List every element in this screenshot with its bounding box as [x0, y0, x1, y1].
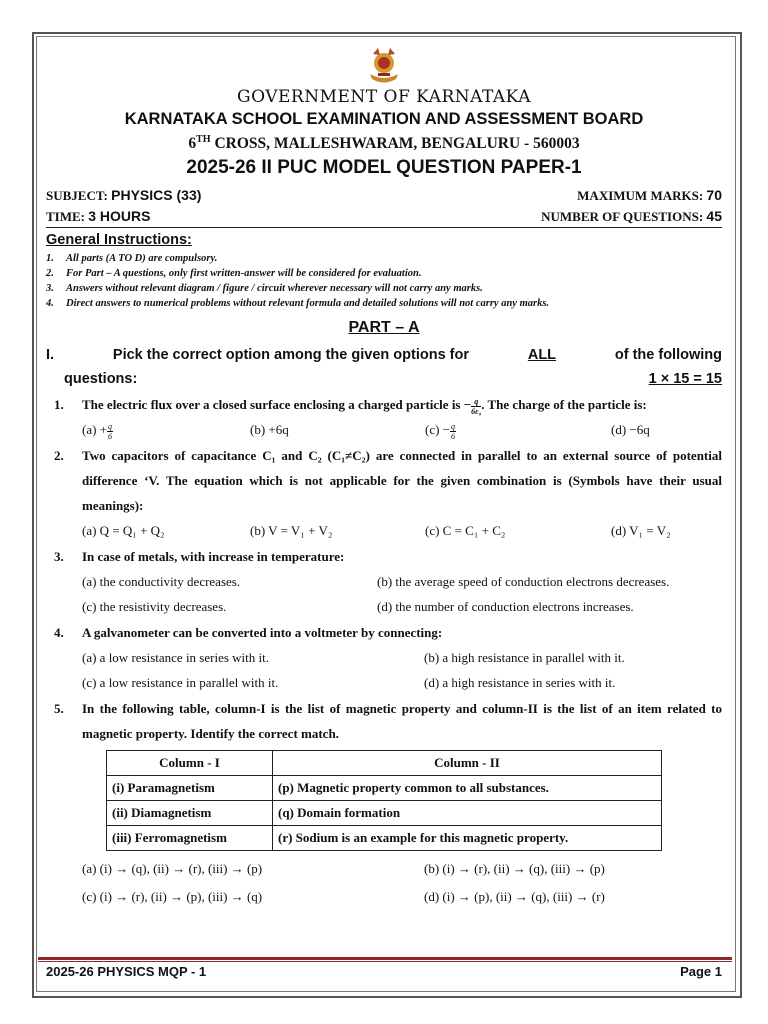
section-instruction: I. Pick the correct option among the given options for ALL of the following questions: 1 × 15 = 15 [46, 343, 722, 391]
instruction-item: 1. All parts (A TO D) are compulsory. [46, 253, 218, 265]
footer-divider-thin [38, 961, 732, 962]
question-2: 2. Two capacitors of capacitance C₁ and C₂ (C₁≠C₂) are connected in parallel to an external source of potential difference ‘V. The equation which is not applicable for the given combination is (Symbols have their usual meanings): [54, 448, 722, 514]
footer-divider [38, 957, 732, 960]
question-3: 3. In case of metals, with increase in temperature: [54, 549, 345, 565]
question-3-options [46, 569, 722, 619]
option-b: (b) (i) → (r), (ii) → (q), (iii) → (p) [424, 861, 605, 877]
paper-title: 2025-26 II PUC MODEL QUESTION PAPER-1 [186, 157, 582, 179]
option-c: (c) C = C₁ + C₂ [425, 523, 506, 539]
option-d: (d) V₁ = V₂ [611, 523, 671, 539]
instruction-item: 3. Answers without relevant diagram / figure / circuit wherever necessary will not carry any marks. [46, 283, 483, 295]
option-c: (c) (i) → (r), (ii) → (p), (iii) → (q) [82, 889, 263, 905]
option-a: (a) the conductivity decreases. [82, 574, 241, 590]
option-d: (d) (i) → (p), (ii) → (q), (iii) → (r) [424, 889, 605, 905]
option-a: (a) + $\frac{q}{6}$ [82, 421, 113, 441]
page-number: Page 1 [680, 964, 722, 979]
table-row: (iii) Ferromagnetism (r) Sodium is an example for this magnetic property. [107, 826, 662, 851]
question-1: 1. The electric flux over a closed surface enclosing a charged particle is − $\frac{q}{\text{6ε₀}}$ . The charge of the particle is: [54, 396, 647, 416]
table-row: (i) Paramagnetism (p) Magnetic property common to all substances. [107, 776, 662, 801]
option-d: (d) −6q [611, 422, 650, 438]
question-4-options [46, 645, 722, 695]
option-b: (b) +6q [250, 422, 289, 438]
board-address: 6TH CROSS, MALLESHWARAM, BENGALURU - 560003 [188, 134, 580, 153]
option-b: (b) the average speed of conduction electrons decreases. [377, 574, 670, 590]
question-5-options [46, 855, 722, 911]
option-a: (a) (i) → (q), (ii) → (r), (iii) → (p) [82, 861, 263, 877]
meta-row-time: TIME: 3 HOURS NUMBER OF QUESTIONS: 45 [46, 208, 722, 225]
option-a: (a) a low resistance in series with it. [82, 650, 269, 666]
option-d: (d) a high resistance in series with it. [424, 675, 616, 691]
question-4: 4. A galvanometer can be converted into a voltmeter by connecting: [54, 625, 443, 641]
board-heading: KARNATAKA SCHOOL EXAMINATION AND ASSESSMENT BOARD [124, 110, 644, 128]
question-2-options [46, 518, 722, 543]
match-table [106, 750, 662, 851]
option-d: (d) the number of conduction electrons increases. [377, 599, 634, 615]
option-a: (a) Q = Q₁ + Q₂ [82, 523, 165, 539]
part-heading: PART – A [348, 319, 420, 337]
flux-fraction: $\frac{q}{\text{6ε₀}}$ [471, 396, 482, 416]
government-heading: GOVERNMENT OF KARNATAKA [237, 87, 531, 107]
option-c: (c) the resistivity decreases. [82, 599, 227, 615]
question-paper [46, 40, 722, 911]
footer-paper-code: 2025-26 PHYSICS MQP - 1 [46, 964, 207, 979]
option-c: (c) − $\frac{q}{6}$ [425, 421, 456, 441]
question-5: 5. In the following table, column-I is the list of magnetic property and column-II is the list of an item related to magnetic property. Identify the correct match. [54, 701, 722, 742]
option-c: (c) a low resistance in parallel with it. [82, 675, 279, 691]
general-instructions-title: General Instructions: [46, 232, 192, 249]
table-row: (ii) Diamagnetism (q) Domain formation [107, 801, 662, 826]
general-instructions-list [46, 251, 722, 311]
instruction-item: 4. Direct answers to numerical problems without relevant formula and detailed solutions will not carry any marks. [46, 298, 550, 310]
header-divider [46, 227, 722, 228]
question-1-options [46, 417, 722, 442]
meta-row-subject: SUBJECT: PHYSICS (33) MAXIMUM MARKS: 70 [46, 187, 722, 204]
section-marks: 1 × 15 = 15 [648, 371, 722, 388]
option-b: (b) a high resistance in parallel with it. [424, 650, 625, 666]
page-footer [46, 963, 722, 981]
option-b: (b) V = V₁ + V₂ [250, 523, 333, 539]
instruction-item: 2. For Part – A questions, only first written-answer will be considered for evaluation. [46, 268, 422, 280]
table-header-row: Column - I Column - II [107, 751, 662, 776]
state-emblem-icon [364, 46, 404, 86]
